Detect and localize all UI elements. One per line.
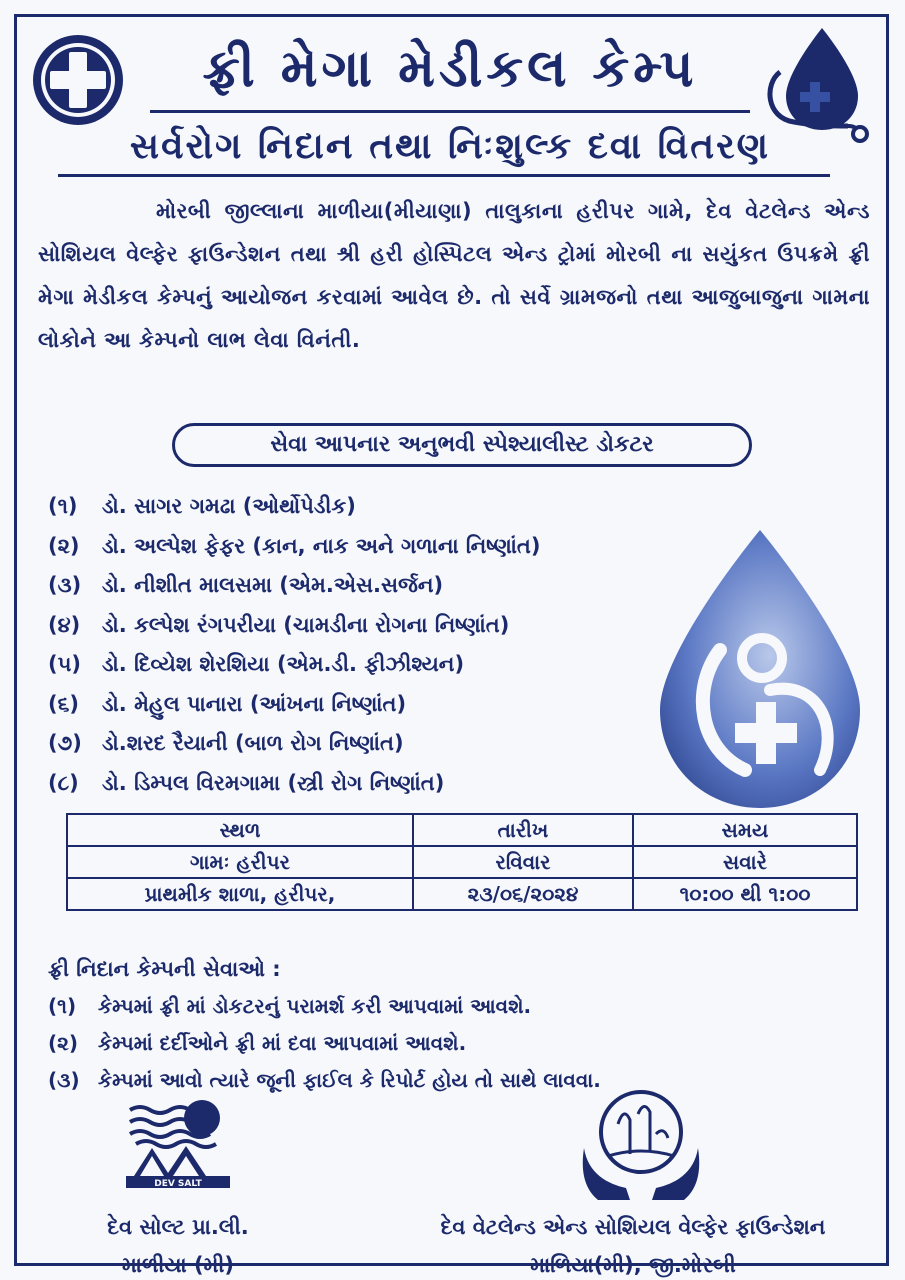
- doctor-number: (૨): [48, 533, 80, 558]
- cell-venue: પ્રાથમીક શાળા, હરીપર,: [67, 878, 413, 910]
- doctor-name: ડો. દિવ્યેશ શેરશિયા (એમ.ડી. ફીઝીશ્યન): [102, 652, 465, 676]
- cell-village: ગામઃ હરીપર: [67, 846, 413, 878]
- doctor-number: (૧): [48, 494, 78, 518]
- doctor-item: [48, 487, 708, 527]
- cell-time: ૧૦:૦૦ થી ૧:૦૦: [633, 878, 857, 910]
- service-item: [48, 1062, 868, 1099]
- service-text: કેમ્પમાં દર્દીઓને ફ્રી માં દવા આપવામાં આવશે.: [98, 1031, 467, 1055]
- footer-right-location: માળિયા(મી), જી.મોરબી: [530, 1253, 736, 1277]
- doctor-list: [48, 487, 708, 803]
- cell-day: રવિવાર: [413, 846, 633, 878]
- dev-salt-logo-text: DEV SALT: [154, 1179, 202, 1188]
- services-heading: ફ્રી નિદાન કેમ્પની સેવાઓ :: [48, 957, 281, 981]
- doctor-item: [48, 527, 708, 567]
- footer-right-org: દેવ વેટલેન્ડ એન્ડ સોશિયલ વેલ્ફેર ફાઉન્ડેશન: [440, 1215, 826, 1239]
- doctor-number: (૫): [48, 652, 81, 676]
- service-number: (૧): [48, 994, 77, 1018]
- doctor-item: [48, 645, 708, 685]
- schedule-table: [66, 813, 858, 911]
- service-item: [48, 988, 868, 1025]
- doctor-item: [48, 566, 708, 606]
- doctor-number: (૮): [48, 770, 79, 795]
- poster-title: ફ્રી મેગા મેડીકલ કેમ્પ: [202, 39, 698, 99]
- title-underline: [150, 110, 750, 113]
- subtitle-underline: [58, 174, 830, 177]
- doctor-item: [48, 724, 708, 764]
- footer-right: [388, 1208, 878, 1280]
- table-row: [67, 878, 857, 910]
- footer-left-location: માળીયા (મી): [121, 1253, 235, 1277]
- service-number: (૨): [48, 1031, 79, 1055]
- poster-subtitle: સર્વરોગ નિદાન તથા નિઃશુલ્ક દવા વિતરણ: [129, 126, 771, 167]
- foundation-logo-icon: [578, 1084, 704, 1202]
- header-place: સ્થળ: [67, 814, 413, 846]
- services-section: [48, 950, 868, 1099]
- doctor-name: ડો. અલ્પેશ ફેફર (કાન, નાક અને ગળાના નિષ્ણાંત): [102, 533, 541, 558]
- header-date: તારીખ: [413, 814, 633, 846]
- doctor-number: (૩): [48, 573, 82, 597]
- service-item: [48, 1025, 868, 1062]
- service-text: કેમ્પમાં ફ્રી માં ડોકટરનું પરામર્શ કરી આપવામાં આવશે.: [98, 994, 532, 1018]
- doctor-number: (૪): [48, 612, 81, 637]
- doctor-name: ડો. ડિમ્પલ વિરમગામા (સ્ત્રી રોગ નિષ્ણાંત): [102, 770, 445, 795]
- doctor-name: ડો.શરદ રૈયાની (બાળ રોગ નિષ્ણાંત): [102, 731, 404, 755]
- doctor-item: [48, 685, 708, 725]
- footer-left-company: દેવ સોલ્ટ પ્રા.લી.: [107, 1215, 249, 1239]
- footer-left: [50, 1208, 306, 1280]
- doctor-name: ડો. મેહુલ પાનારા (આંખના નિષ્ણાંત): [102, 691, 407, 716]
- doctor-number: (૭): [48, 731, 82, 755]
- service-text: કેમ્પમાં આવો ત્યારે જૂની ફાઈલ કે રિપોર્ટ હોય તો સાથે લાવવા.: [98, 1068, 601, 1092]
- doctor-name: ડો. સાગર ગમઢા (ઓર્થોપેડીક): [102, 494, 356, 518]
- cell-date: ૨૩/૦૬/૨૦૨૪: [413, 878, 633, 910]
- doctors-heading: સેવા આપનાર અનુભવી સ્પેશ્યાલીસ્ટ ડોકટર: [172, 423, 752, 467]
- table-row: [67, 846, 857, 878]
- dev-salt-logo-icon: [126, 1096, 230, 1188]
- cell-session: સવારે: [633, 846, 857, 878]
- doctor-name: ડો. નીશીત માલસમા (એમ.એસ.સર્જન): [102, 573, 444, 597]
- service-number: (૩): [48, 1068, 80, 1092]
- doctor-number: (૬): [48, 691, 79, 716]
- intro-paragraph: [38, 190, 870, 362]
- header-time: સમય: [633, 814, 857, 846]
- doctor-item: [48, 606, 708, 646]
- medical-cross-icon: [30, 32, 126, 128]
- intro-text: મોરબી જીલ્લાના માળીયા(મીયાણા) તાલુકાના હરીપર ગામે, દેવ વેટલેન્ડ એન્ડ સોશિયલ વેલ્ફેર ફાઉન્ડેશન તથા શ્રી હરી હોસ્પિટલ એન્ડ ટ્રોમાં મોરબી ના સયુંકત ઉપક્રમે ફ્રી મેગા મેડીકલ કેમ્પનું આયોજન કરવામાં આવેલ છે. તો સર્વે ગ્રામજનો તથા આજુબાજુના ગામના લોકોને આ કેમ્પનો લાભ લેવા વિનંતી.: [38, 199, 870, 352]
- doctor-item: [48, 764, 708, 804]
- doctor-name: ડો. કલ્પેશ રંગપરીયા (ચામડીના રોગના નિષ્ણાંત): [102, 612, 510, 637]
- water-drop-cross-icon: [650, 530, 870, 810]
- table-header-row: [67, 814, 857, 846]
